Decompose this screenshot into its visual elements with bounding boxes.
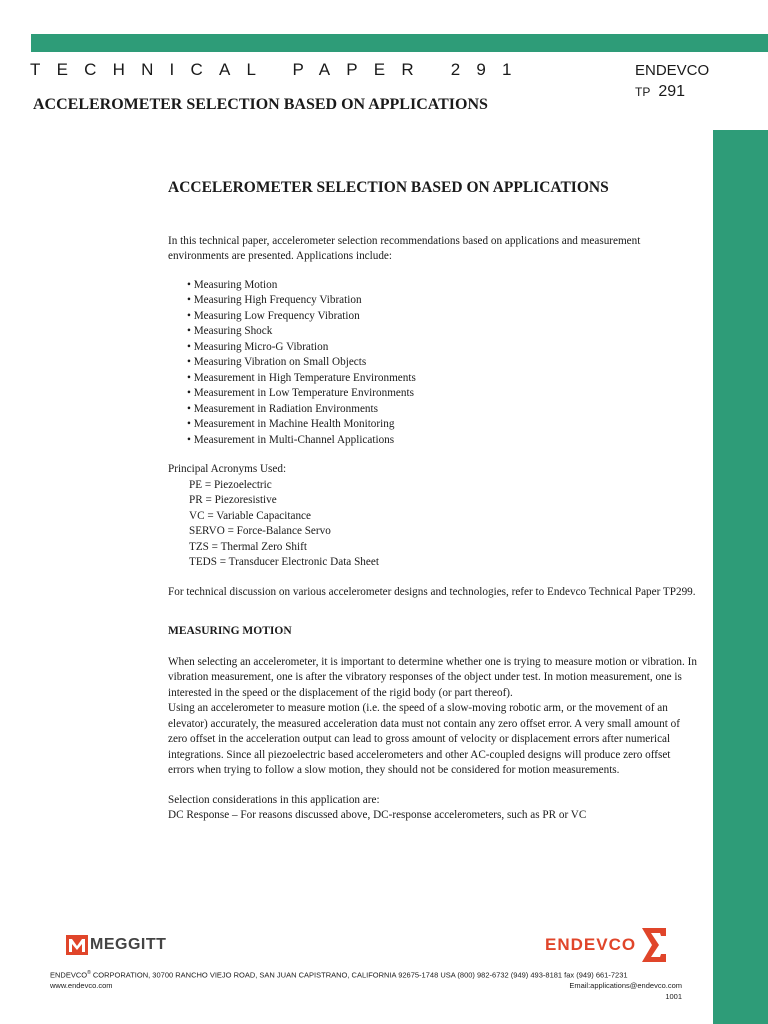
application-list-item: • Measuring Micro-G Vibration [187,340,698,356]
body-paragraph: DC Response – For reasons discussed above, DC-response accelerometers, such as PR or VC [168,809,587,821]
brand-code [635,62,710,102]
acronyms-heading: Principal Acronyms Used: [168,463,287,475]
side-accent-band [713,130,768,1024]
tp-number: 291 [658,83,686,100]
acronym-list-item: PR = Piezoresistive [189,494,277,506]
application-list-item: • Measuring Vibration on Small Objects [187,355,698,371]
applications-list [168,278,698,449]
tp-code [635,82,710,102]
endevco-logo [545,926,668,964]
meggitt-logo-text: MEGGITT [90,936,167,953]
header-subtitle: ACCELEROMETER SELECTION BASED ON APPLICATIONS [33,96,488,113]
section-heading-measuring-motion: MEASURING MOTION [168,625,292,637]
registered-mark: ® [87,970,91,976]
intro-paragraph: In this technical paper, accelerometer selection recommendations based on applications and measurement environments are presented. Applications include: [168,234,641,262]
application-list-item: • Measuring Motion [187,278,698,294]
reference-paragraph: For technical discussion on various accelerometer designs and technologies, refer to Endevco Technical Paper TP299. [168,585,696,598]
address-text: CORPORATION, 30700 RANCHO VIEJO ROAD, SAN JUAN CAPISTRANO, CALIFORNIA 92675-1748 USA (800) 982-6732 (949) 493-8181 fax (949) 661-7231 [90,970,628,980]
company-name: ENDEVCO [50,970,88,980]
body-paragraph: Using an accelerometer to measure motion (i.e. the speed of a slow-moving robotic arm, or the movement of an elevator) accurately, the measured acceleration data must not contain any zero offset error. A very small amount of zero offset in the acceleration output can lead to gross amount of velocity or displacement errors after numerical integrations. Since all piezoelectric based accelerometers and other AC-coupled designs will produce zero offset errors when trying to follow a slow motion, they should not be considered for motion measurements. [168,702,680,776]
body-paragraph: When selecting an accelerometer, it is important to determine whether one is trying to measure motion or vibration. In vibration measurement, one is after the vibratory responses of the object under test. In motion measurement, one is interested in the speed or the displacement of the rigid body (or part thereof). [168,655,697,699]
acronym-list-item: PE = Piezoelectric [189,478,272,491]
sigma-icon [640,926,668,964]
application-list-item: • Measurement in Machine Health Monitoring [187,417,698,433]
document-code: 1001 [665,992,682,1001]
application-list-item: • Measuring Low Frequency Vibration [187,309,698,325]
document-body [168,180,698,824]
acronym-list-item: SERVO = Force-Balance Servo [189,525,331,537]
top-accent-band [31,34,768,52]
endevco-logo-text: ENDEVCO [545,935,637,954]
application-list-item: • Measurement in Radiation Environments [187,402,698,418]
meggitt-m-icon [66,935,88,955]
body-paragraph: Selection considerations in this application are: [168,793,380,806]
application-list-item: • Measurement in Low Temperature Environments [187,386,698,402]
website-url: www.endevco.com [50,981,113,990]
application-list-item: • Measuring Shock [187,324,698,340]
contact-email: Email:applications@endevco.com [569,981,682,990]
application-list-item: • Measuring High Frequency Vibration [187,293,698,309]
application-list-item: • Measurement in Multi-Channel Applications [187,433,698,449]
acronym-list-item: TEDS = Transducer Electronic Data Sheet [189,556,379,568]
application-list-item: • Measurement in High Temperature Environments [187,371,698,387]
document-title: ACCELEROMETER SELECTION BASED ON APPLICATIONS [168,179,609,196]
meggitt-logo [66,935,166,955]
acronym-list-item: VC = Variable Capacitance [189,509,311,522]
tp-label: TP [635,85,651,99]
brand-name: ENDEVCO [635,62,710,79]
acronyms-list [168,478,698,571]
paper-series-title: TECHNICAL PAPER 291 [30,60,528,79]
company-address [50,970,712,980]
acronym-list-item: TZS = Thermal Zero Shift [189,540,307,553]
